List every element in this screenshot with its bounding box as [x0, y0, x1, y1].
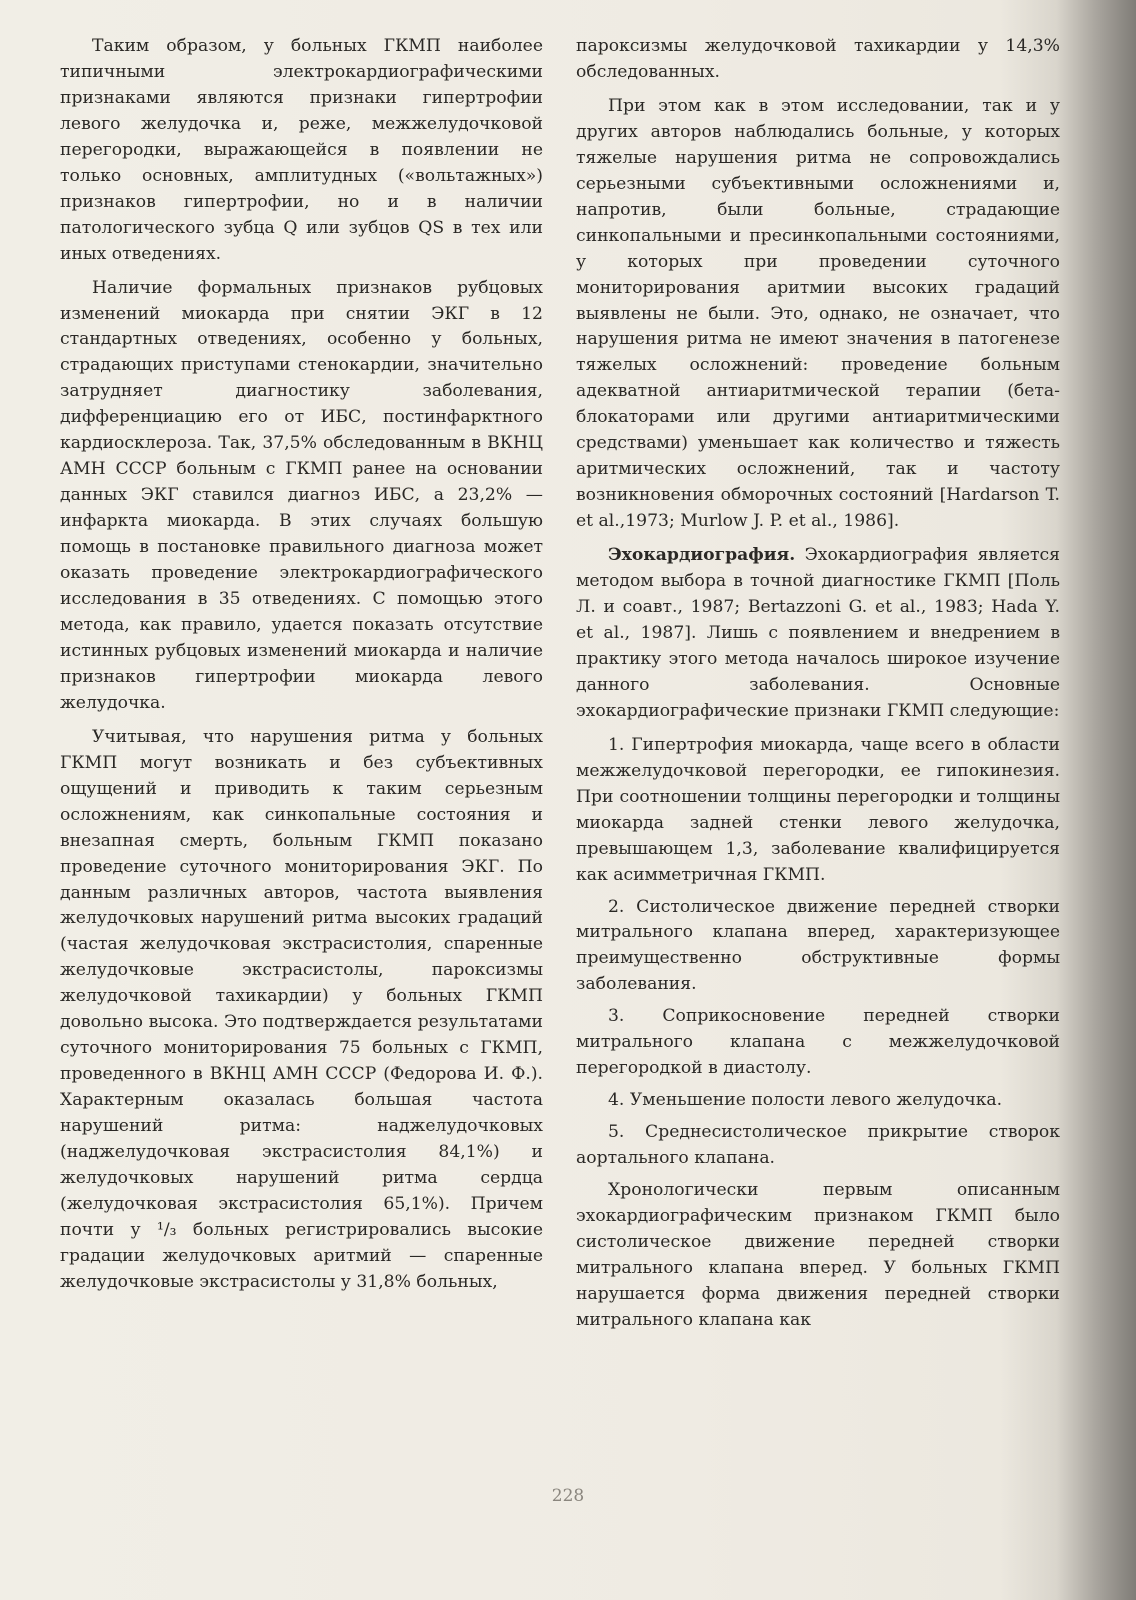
list-item: 2. Систолическое движение передней створки митрального клапана вперед, характеризующее преимущественно обструктивные формы заболевания.	[576, 896, 1060, 995]
left-text-column	[60, 34, 543, 1304]
list-item: 5. Среднесистолическое прикрытие створок аортального клапана.	[576, 1122, 1060, 1169]
paragraph: Учитывая, что нарушения ритма у больных ГКМП могут возникать и без субъективных ощущений и приводить к таким серьезным осложнениям, как синкопальные состояния и внезапная смерть, больным ГКМП показано проведение суточного мониторирования ЭКГ. По данным различных авторов, частота выявления желудочковых нарушений ритма высоких градаций (частая желудочковая экстрасистолия, спаренные желудочковые экстрасистолы, пароксизмы желудочковой тахикардии) у больных ГКМП довольно высока. Это подтверждается результатами суточного мониторирования 75 больных с ГКМП, проведенного в ВКНЦ АМН СССР (Федорова И. Ф.). Характерным оказалась большая частота нарушений ритма: наджелудочковых (наджелудочковая экстрасистолия 84,1%) и желудочковых нарушений ритма сердца (желудочковая экстрасистолия 65,1%). Причем почти у ¹/₃ больных регистрировались высокие градации желудочковых аритмий — спаренные желудочковые экстрасистолы у 31,8% больных,	[60, 726, 543, 1292]
paragraph: Наличие формальных признаков рубцовых изменений миокарда при снятии ЭКГ в 12 стандартных отведениях, особенно у больных, страдающих приступами стенокардии, значительно затрудняет диагностику заболевания, дифференциацию его от ИБС, постинфарктного кардиосклероза. Так, 37,5% обследованным в ВКНЦ АМН СССР больным с ГКМП ранее на основании данных ЭКГ ставился диагноз ИБС, а 23,2% — инфаркта миокарда. В этих случаях большую помощь в постановке правильного диагноза может оказать проведение электрокардиографического исследования в 35 отведениях. С помощью этого метода, как правило, удается показать отсутствие истинных рубцовых изменений миокарда и наличие признаков гипертрофии миокарда левого желудочка.	[60, 277, 543, 713]
right-text-column	[576, 34, 1060, 1342]
section-text: Эхокардиография является методом выбора в точной диагностике ГКМП [Поль Л. и соавт., 1987; Bertazzoni G. et al., 1983; Hada Y. et al., 1987]. Лишь с появлением и внедрением в практику этого метода началось широкое изучение данного заболевания. Основные эхокардиографические признаки ГКМП следующие:	[576, 545, 1061, 721]
echo-section-paragraph	[576, 543, 1060, 725]
paragraph: Хронологически первым описанным эхокардиографическим признаком ГКМП было систолическое движение передней створки митрального клапана вперед. У больных ГКМП нарушается форма движения передней створки митрального клапана как	[576, 1180, 1060, 1330]
paragraph-continuation: пароксизмы желудочковой тахикардии у 14,3% обследованных.	[576, 36, 1060, 82]
list-item: 4. Уменьшение полости левого желудочка.	[608, 1090, 1003, 1111]
page-number: 228	[551, 1486, 585, 1506]
section-heading-echocardiography: Эхокардиография.	[608, 545, 796, 566]
list-item: 3. Соприкосновение передней створки митрального клапана с межжелудочковой перегородкой в диастолу.	[576, 1006, 1060, 1079]
paragraph: Таким образом, у больных ГКМП наиболее типичными электрокардиографическими признаками являются признаки гипертрофии левого желудочка и, реже, межжелудочковой перегородки, выражающейся в появлении не только основных, амплитудных («вольтажных») признаков гипертрофии, но и в наличии патологического зубца Q или зубцов QS в тех или иных отведениях.	[60, 36, 543, 264]
list-item: 1. Гипертрофия миокарда, чаще всего в области межжелудочковой перегородки, ее гипокинезия. При соотношении толщины перегородки и толщины миокарда задней стенки левого желудочка, превышающем 1,3, заболевание квалифицируется как асимметричная ГКМП.	[576, 734, 1060, 885]
paragraph: При этом как в этом исследовании, так и у других авторов наблюдались больные, у которых тяжелые нарушения ритма не сопровождались серьезными субъективными осложнениями и, напротив, были больные, страдающие синкопальными и пресинкопальными состояниями, у которых при проведении суточного мониторирования аритмии высоких градаций выявлены не были. Это, однако, не означает, что нарушения ритма не имеют значения в патогенезе тяжелых осложнений: проведение больным адекватной антиаритмической терапии (бета-блокаторами или другими антиаритмическими средствами) уменьшает как количество и тяжесть аритмических осложнений, так и частоту возникновения обморочных состояний [Hardarson T. et al.,1973; Murlow J. P. et al., 1986].	[576, 95, 1060, 532]
